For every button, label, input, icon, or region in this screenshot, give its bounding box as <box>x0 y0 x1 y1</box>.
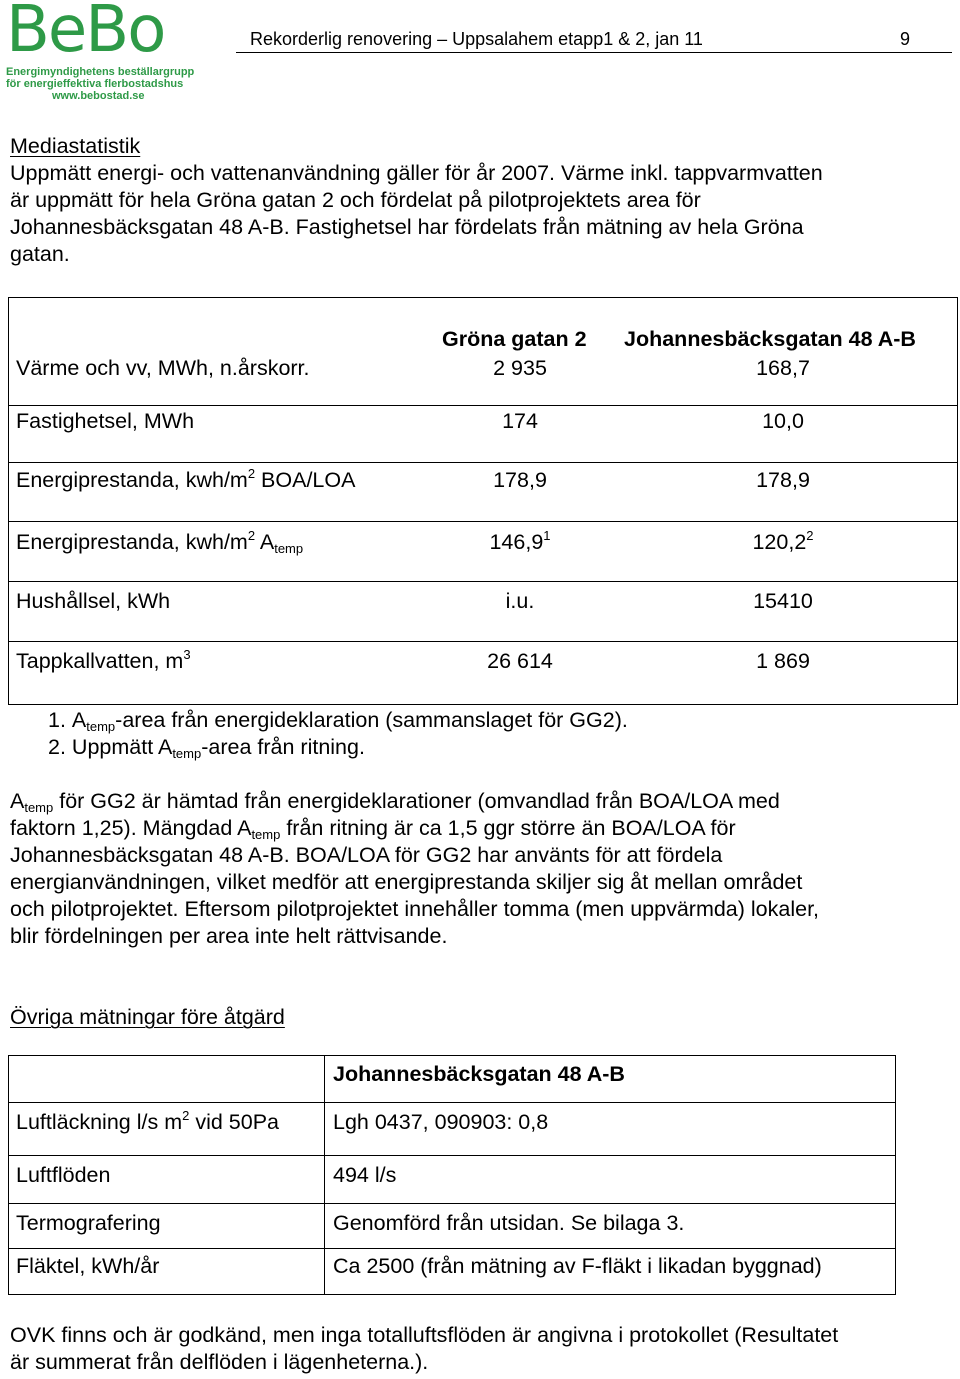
paragraph-line <box>10 815 736 842</box>
header-title: Rekorderlig renovering – Uppsalahem etapp1 & 2, jan 11 <box>250 29 703 49</box>
row-label <box>16 529 303 556</box>
paragraph-line: Johannesbäcksgatan 48 A-B. BOA/LOA för GG2 har använts för att fördela <box>10 843 723 867</box>
row-value-gg2: 178,9 <box>493 468 547 492</box>
footnote-text: A <box>71 708 87 732</box>
row-label-text: A <box>255 530 275 554</box>
footnote-sub: temp <box>172 746 202 761</box>
row-label-sup: 3 <box>183 647 191 662</box>
row-label: Luftflöden <box>16 1163 111 1187</box>
row-value: Lgh 0437, 090903: 0,8 <box>333 1110 549 1134</box>
row-label <box>16 648 191 675</box>
col-divider <box>324 1055 325 1295</box>
row-label-sup: 2 <box>182 1108 190 1123</box>
section-heading-mediastatistik: Mediastatistik <box>10 134 141 158</box>
row-divider <box>8 641 958 642</box>
row-label-text: vid 50Pa <box>189 1110 279 1134</box>
footnote-ref: 2 <box>806 528 814 543</box>
row-value-jbg: 15410 <box>753 589 813 613</box>
footnote-number: 2. <box>48 735 66 759</box>
paragraph-line: är summerat från delflöden i lägenheterna.). <box>10 1350 429 1374</box>
row-label-text: Energiprestanda, kwh/m <box>16 530 248 554</box>
footnote-ref: 1 <box>543 528 551 543</box>
row-label: Fastighetsel, MWh <box>16 409 195 433</box>
row-label-text: BOA/LOA <box>255 468 356 492</box>
header-rule <box>236 52 952 53</box>
row-value: Ca 2500 (från mätning av F-fläkt i likadan byggnad) <box>333 1254 822 1278</box>
row-label-text: Tappkallvatten, m <box>16 649 184 673</box>
paragraph-line: och pilotprojektet. Eftersom pilotprojektet innehåller tomma (men uppvärmda) lokaler, <box>10 897 820 921</box>
row-label-text: Luftläckning l/s m <box>16 1110 183 1134</box>
footnote-text: Uppmätt A <box>71 735 173 759</box>
row-divider <box>8 1155 896 1156</box>
row-label <box>16 467 355 494</box>
row-label-text: Energiprestanda, kwh/m <box>16 468 248 492</box>
row-divider <box>8 405 958 406</box>
row-label-sup: 2 <box>247 466 256 481</box>
row-label: Fläktel, kWh/år <box>16 1254 160 1278</box>
footnote-number: 1. <box>48 708 66 732</box>
footnote-1 <box>48 707 628 734</box>
row-value-jbg: 10,0 <box>762 409 804 433</box>
col-header-johannesbacksgatan: Johannesbäcksgatan 48 A-B <box>333 1062 625 1086</box>
paragraph-line: gatan. <box>10 242 70 266</box>
paragraph-line <box>10 788 780 815</box>
row-label-sub: temp <box>274 541 304 556</box>
text: för GG2 är hämtad från energideklarationer (omvandlad från BOA/LOA med <box>53 789 780 813</box>
row-value: 494 l/s <box>333 1163 397 1187</box>
logo-line-1: Energimyndighetens beställargrupp <box>6 66 195 78</box>
paragraph-line: OVK finns och är godkänd, men inga totalluftsflöden är angivna i protokollet (Resultatet <box>10 1323 839 1347</box>
footnote-2 <box>48 734 365 761</box>
text: från ritning är ca 1,5 ggr större än BOA/LOA för <box>280 816 736 840</box>
row-value-jbg: 178,9 <box>756 468 810 492</box>
sub: temp <box>251 827 281 842</box>
row-value-gg2: 26 614 <box>487 649 553 673</box>
col-header-grona-gatan: Gröna gatan 2 <box>442 327 587 351</box>
row-value-gg2 <box>420 529 620 556</box>
logo <box>4 2 204 104</box>
footnote-sub: temp <box>86 719 116 734</box>
value-text: 120,2 <box>752 530 807 554</box>
paragraph-line: energianvändningen, vilket medför att energiprestanda skiljer sig åt mellan området <box>10 870 803 894</box>
text: faktorn 1,25). Mängdad A <box>10 816 252 840</box>
logo-wordmark: BeBo <box>6 0 165 67</box>
sub: temp <box>24 800 54 815</box>
row-divider <box>8 1248 896 1249</box>
row-label-sup: 2 <box>247 528 256 543</box>
page-number: 9 <box>900 29 911 49</box>
text: A <box>10 789 25 813</box>
row-divider <box>8 521 958 522</box>
row-value: Genomförd från utsidan. Se bilaga 3. <box>333 1211 685 1235</box>
paragraph-line: är uppmätt för hela Gröna gatan 2 och fördelat på pilotprojektets area för <box>10 188 701 212</box>
row-divider <box>8 1203 896 1204</box>
paragraph-line: Uppmätt energi- och vattenanvändning gäller för år 2007. Värme inkl. tappvarmvatten <box>10 161 823 185</box>
row-label: Hushållsel, kWh <box>16 589 171 613</box>
paragraph-line: blir fördelningen per area inte helt rättvisande. <box>10 924 448 948</box>
col-header-johannesbacksgatan: Johannesbäcksgatan 48 A-B <box>624 327 916 351</box>
section-heading-ovriga-matningar: Övriga mätningar före åtgärd <box>10 1005 285 1029</box>
value-text: 146,9 <box>489 530 544 554</box>
row-value-jbg: 1 869 <box>756 649 810 673</box>
logo-url: www.bebostad.se <box>52 90 145 102</box>
logo-line-2: för energieffektiva flerbostadshus <box>6 78 184 90</box>
footnote-text: -area från energideklaration (sammanslaget för GG2). <box>115 708 628 732</box>
paragraph-line: Johannesbäcksgatan 48 A-B. Fastighetsel har fördelats från mätning av hela Gröna <box>10 215 804 239</box>
row-value-gg2: i.u. <box>505 589 535 613</box>
footnote-text: -area från ritning. <box>201 735 365 759</box>
row-value-gg2: 2 935 <box>493 356 547 380</box>
row-value-jbg: 168,7 <box>756 356 810 380</box>
row-label: Termografering <box>16 1211 161 1235</box>
row-divider <box>8 581 958 582</box>
row-value-jbg <box>683 529 883 556</box>
row-divider <box>8 1102 896 1103</box>
row-value-gg2: 174 <box>502 409 538 433</box>
row-label: Värme och vv, MWh, n.årskorr. <box>16 356 310 380</box>
row-divider <box>8 462 958 463</box>
row-label <box>16 1109 279 1136</box>
